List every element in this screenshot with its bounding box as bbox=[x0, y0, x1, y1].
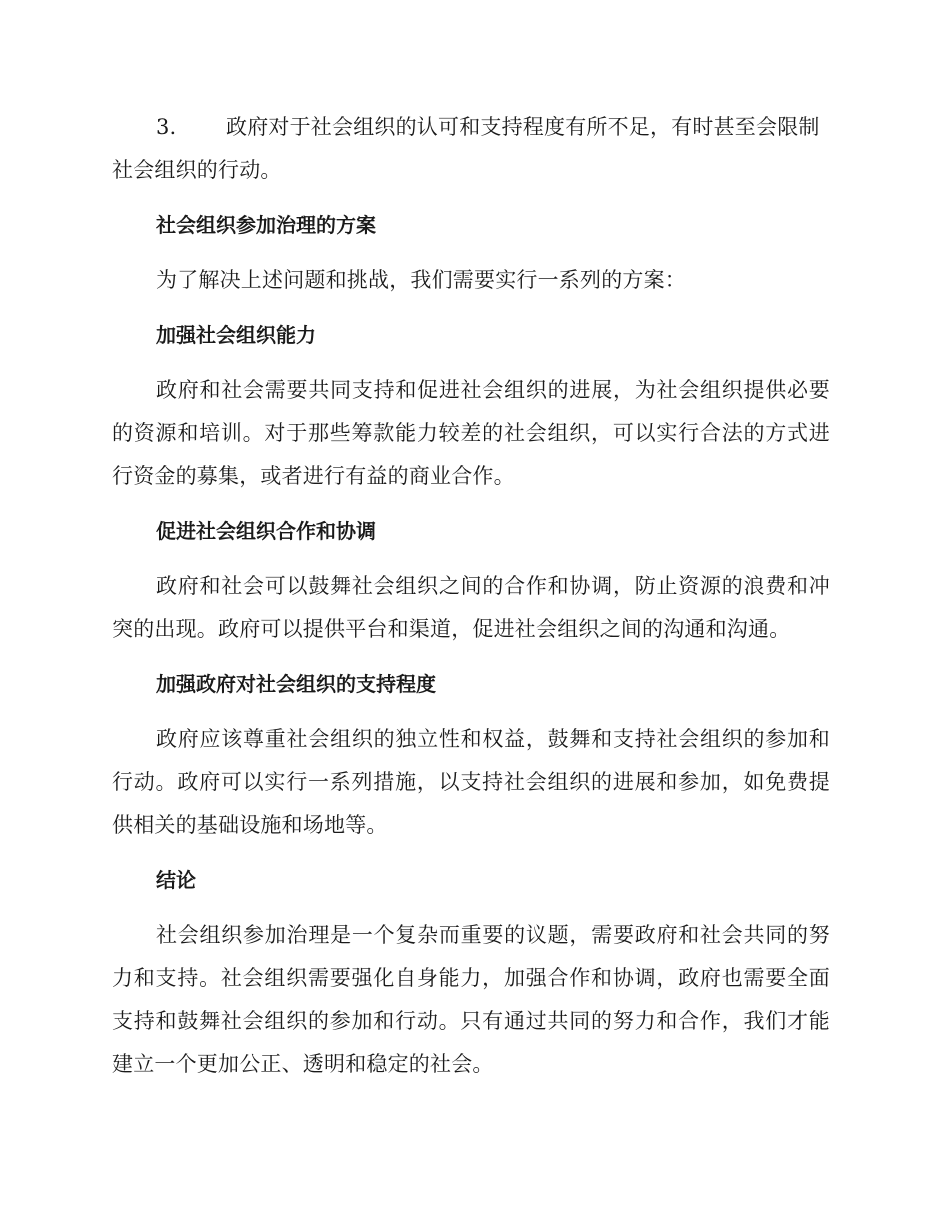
capacity-paragraph: 政府和社会需要共同支持和促进社会组织的进展，为社会组织提供必要的资源和培训。对于那些筹款能力较差的社会组织，可以实行合法的方式进行资金的募集，或者进行有益的商业合作。 bbox=[112, 378, 830, 488]
solutions-intro-paragraph: 为了解决上述问题和挑战，我们需要实行一系列的方案： bbox=[156, 268, 686, 292]
subsection-heading-capacity: 加强社会组织能力 bbox=[156, 323, 316, 347]
conclusion-paragraph: 社会组织参加治理是一个复杂而重要的议题，需要政府和社会共同的努力和支持。社会组织需要强化自身能力，加强合作和协调，政府也需要全面支持和鼓舞社会组织的参加和行动。只有通过共同的努力和合作，我们才能建立一个更加公正、透明和稳定的社会。 bbox=[112, 923, 830, 1076]
section-heading-solutions: 社会组织参加治理的方案 bbox=[156, 213, 376, 237]
subsection-heading-cooperation: 促进社会组织合作和协调 bbox=[156, 519, 376, 543]
section-heading-conclusion: 结论 bbox=[156, 868, 196, 892]
cooperation-paragraph: 政府和社会可以鼓舞社会组织之间的合作和协调，防止资源的浪费和冲突的出现。政府可以提供平台和渠道，促进社会组织之间的沟通和沟通。 bbox=[112, 574, 830, 641]
list-item-text: 政府对于社会组织的认可和支持程度有所不足，有时甚至会限制社会组织的行动。 bbox=[112, 115, 820, 182]
document-page bbox=[112, 106, 830, 1098]
list-item-3 bbox=[112, 106, 830, 192]
support-paragraph: 政府应该尊重社会组织的独立性和权益，鼓舞和支持社会组织的参加和行动。政府可以实行一系列措施，以支持社会组织的进展和参加，如免费提供相关的基础设施和场地等。 bbox=[112, 727, 830, 837]
subsection-heading-support: 加强政府对社会组织的支持程度 bbox=[156, 672, 436, 696]
list-item-number: 3. bbox=[156, 115, 177, 139]
